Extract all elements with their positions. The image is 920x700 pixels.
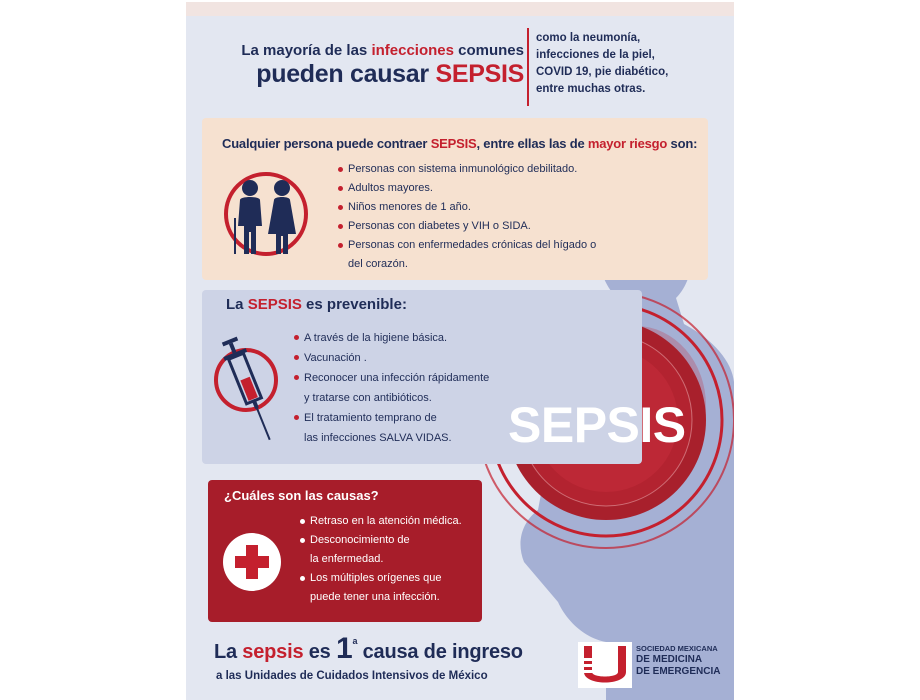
list-item: Adultos mayores. [338, 179, 596, 198]
list-item: Personas con diabetes y VIH o SIDA. [338, 217, 596, 236]
logo-line: DE MEDICINA [636, 654, 703, 665]
example-line: entre muchas otras. [536, 83, 646, 95]
header-examples [536, 30, 716, 98]
list-item: Personas con enfermedades crónicas del hígado o del corazón. [338, 236, 596, 274]
header-divider [527, 28, 529, 106]
prevention-list [294, 328, 489, 448]
list-item: Vacunación . [294, 348, 489, 368]
list-item: A través de la higiene básica. [294, 328, 489, 348]
example-line: como la neumonía, [536, 32, 641, 44]
infographic-poster [186, 2, 734, 700]
list-item: Reconocer una infección rápidamente y tratarse con antibióticos. [294, 368, 489, 408]
logo-icon [578, 642, 632, 688]
logo-line: SOCIEDAD MEXICANA [636, 644, 718, 653]
causes-list [300, 512, 462, 607]
footer-headline: La sepsis es 1$^a$ causa de ingreso [214, 632, 523, 665]
footer-subline: a las Unidades de Cuidados Intensivos de México [216, 670, 488, 682]
prevention-title: La SEPSIS es prevenible: [226, 296, 407, 313]
medical-cross-icon [222, 532, 282, 592]
header-line-2: pueden causar SEPSIS [256, 60, 524, 88]
list-item: Retraso en la atención médica. [300, 512, 462, 531]
sepsis-word: SEPSIS [508, 397, 686, 453]
list-item: Niños menores de 1 año. [338, 198, 596, 217]
list-item: Personas con sistema inmunológico debilitado. [338, 160, 596, 179]
logo-line: DE EMERGENCIA [636, 666, 721, 677]
causes-title: ¿Cuáles son las causas? [224, 488, 379, 503]
risk-title: Cualquier persona puede contraer SEPSIS, entre ellas las de mayor riesgo son: [222, 136, 698, 151]
risk-list [338, 160, 596, 274]
elderly-couple-icon [216, 162, 316, 262]
logo-text [636, 644, 720, 678]
list-item: El tratamiento temprano de las infecciones SALVA VIDAS. [294, 408, 489, 448]
header-line-1: La mayoría de las infecciones comunes [241, 42, 524, 59]
list-item: Desconocimiento de la enfermedad. [300, 531, 462, 569]
example-line: COVID 19, pie diabético, [536, 66, 669, 78]
example-line: infecciones de la piel, [536, 49, 655, 61]
list-item: Los múltiples orígenes que puede tener una infección. [300, 569, 462, 607]
syringe-icon [210, 330, 286, 446]
